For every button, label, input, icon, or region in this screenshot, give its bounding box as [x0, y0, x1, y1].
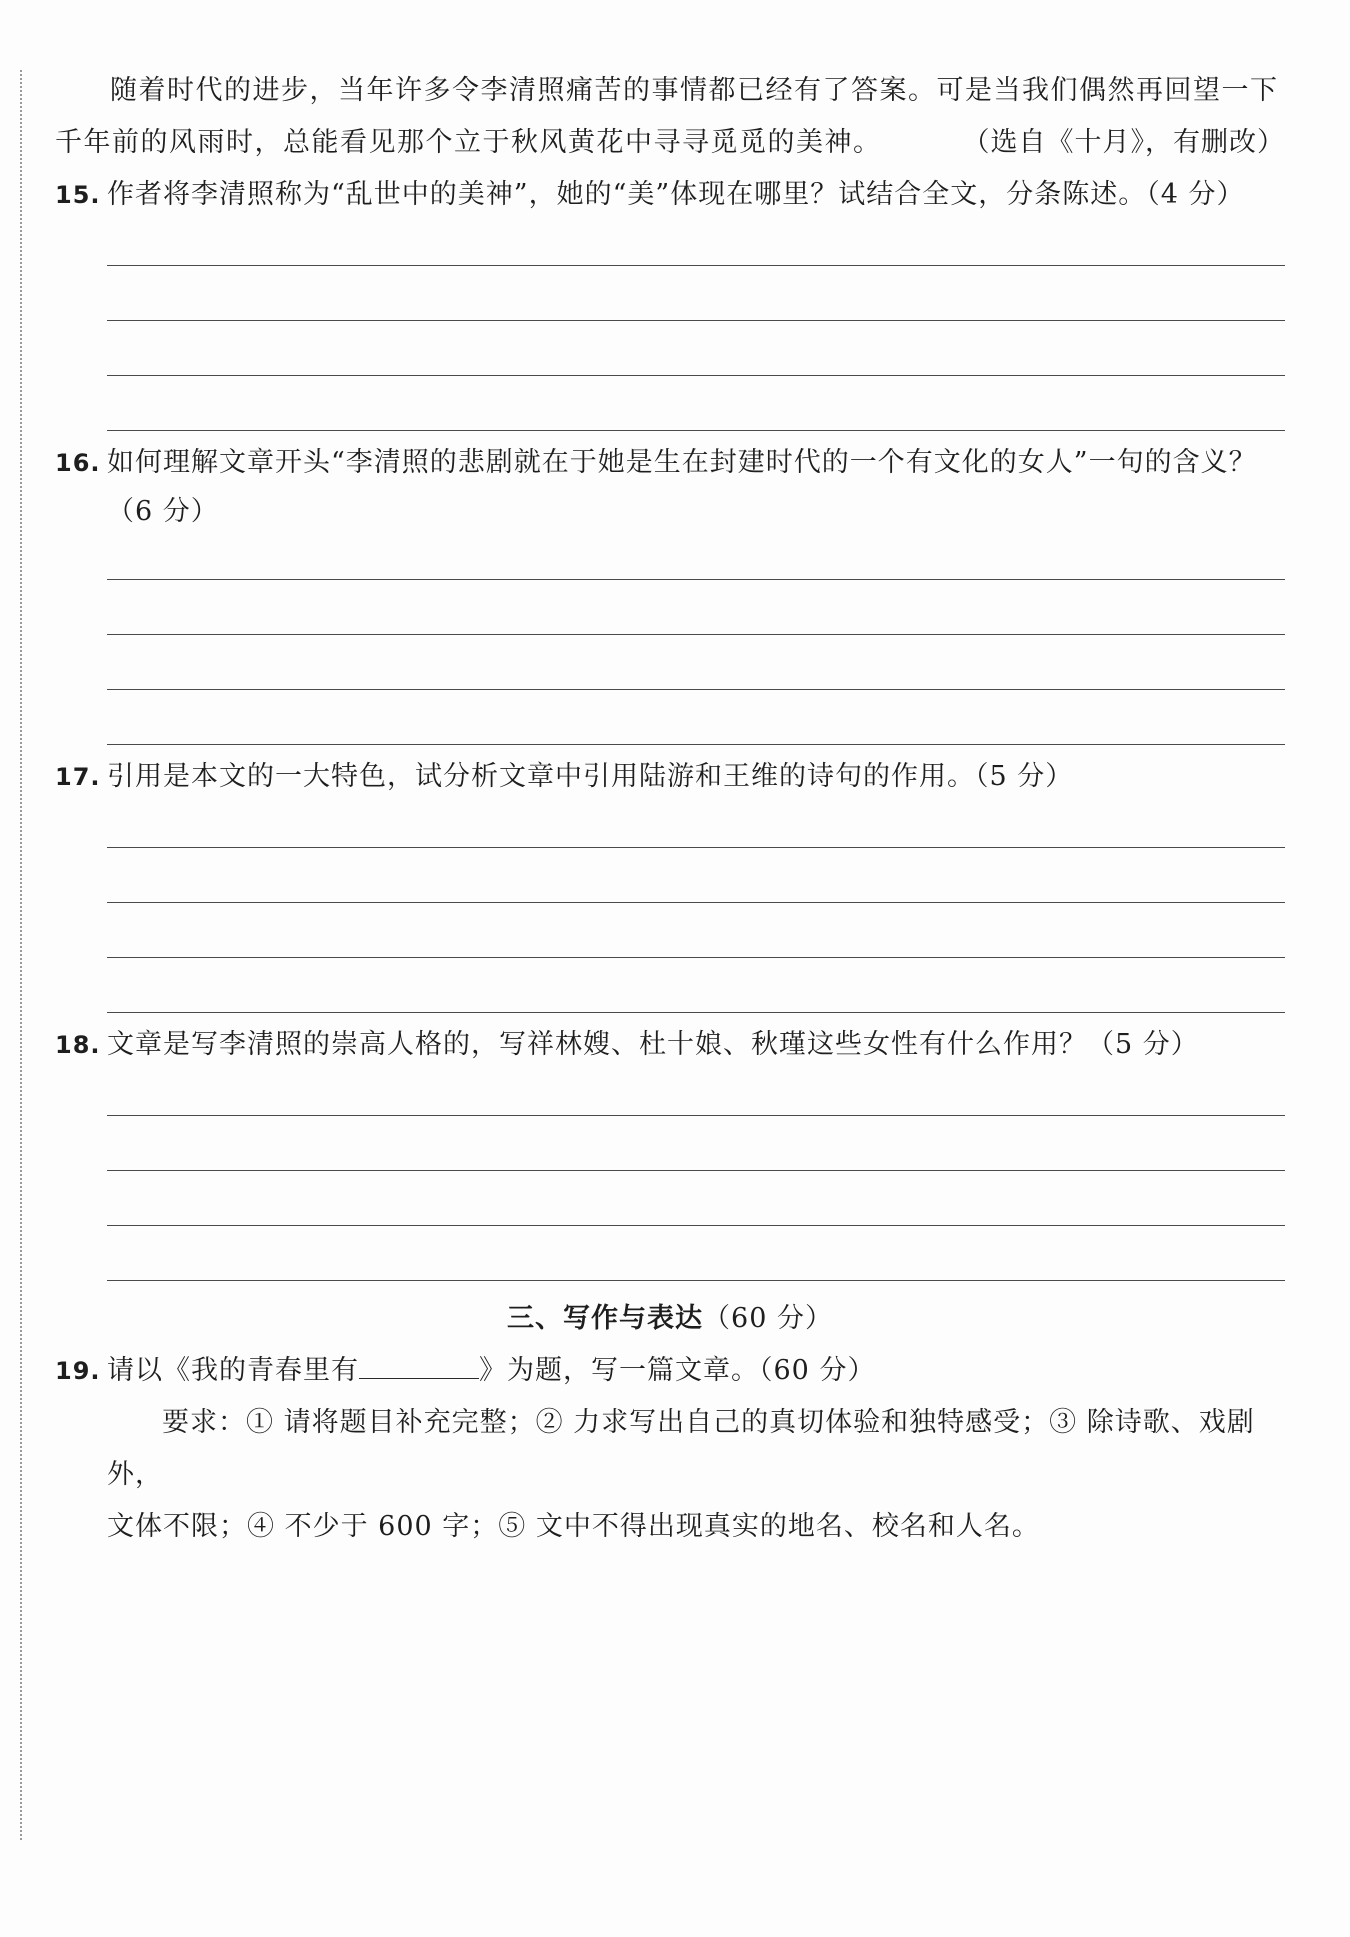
question-number: 16. [55, 449, 101, 477]
answer-line[interactable] [107, 635, 1285, 690]
q19-text-after: 》为题，写一篇文章。（60 分） [479, 1355, 876, 1386]
answer-lines-16[interactable] [107, 539, 1285, 745]
passage-line-1: 随着时代的进步，当年许多令李清照痛苦的事情都已经有了答案。可是当我们偶然再回望一下 [110, 75, 1279, 106]
section-score: （60 分） [703, 1303, 833, 1334]
question-16-stem [55, 437, 1285, 489]
answer-line[interactable] [107, 903, 1285, 958]
question-19 [55, 1345, 1285, 1553]
passage-line-2 [55, 117, 1285, 169]
answer-lines-15[interactable] [107, 225, 1285, 431]
question-text: 作者将李清照称为“乱世中的美神”，她的“美”体现在哪里？试结合全文，分条陈述。（4 分） [107, 179, 1245, 210]
question-text: 文章是写李清照的崇高人格的，写祥林嫂、杜十娘、秋瑾这些女性有什么作用？（5 分） [107, 1029, 1199, 1060]
exam-page [55, 65, 1285, 1553]
section-title-text: 三、写作与表达 [507, 1303, 704, 1334]
question-18-stem [55, 1019, 1285, 1071]
question-17 [55, 751, 1285, 1013]
question-number: 15. [55, 181, 101, 209]
q19-text-before: 请以《我的青春里有 [107, 1355, 359, 1386]
question-19-stem [55, 1345, 1285, 1397]
q19-requirements-line-2: 文体不限；④ 不少于 600 字；⑤ 文中不得出现真实的地名、校名和人名。 [107, 1511, 1040, 1542]
question-16-score: （6 分） [107, 496, 219, 527]
question-number: 19. [55, 1357, 101, 1385]
question-number: 17. [55, 763, 101, 791]
binding-dotted-line [20, 70, 22, 1840]
answer-line[interactable] [107, 958, 1285, 1013]
q19-requirements-line-1: 要求：① 请将题目补充完整；② 力求写出自己的真切体验和独特感受；③ 除诗歌、戏剧外， [107, 1407, 1255, 1490]
answer-line[interactable] [107, 807, 1285, 848]
question-15-stem [55, 169, 1285, 221]
question-number: 18. [55, 1031, 101, 1059]
answer-line[interactable] [107, 690, 1285, 745]
section-title [55, 1293, 1285, 1345]
question-15 [55, 169, 1285, 431]
answer-line[interactable] [107, 1116, 1285, 1171]
title-blank[interactable] [359, 1352, 479, 1379]
question-text [107, 1345, 1285, 1397]
passage-line-2-text: 千年前的风雨时，总能看见那个立于秋风黄花中寻寻觅觅的美神。 [55, 127, 882, 158]
question-17-stem [55, 751, 1285, 803]
answer-lines-18[interactable] [107, 1075, 1285, 1281]
answer-line[interactable] [107, 321, 1285, 376]
question-text: 引用是本文的一大特色，试分析文章中引用陆游和王维的诗句的作用。（5 分） [107, 761, 1074, 792]
answer-line[interactable] [107, 539, 1285, 580]
question-18 [55, 1019, 1285, 1281]
answer-line[interactable] [107, 266, 1285, 321]
answer-line[interactable] [107, 376, 1285, 431]
question-text: 如何理解文章开头“李清照的悲剧就在于她是生在封建时代的一个有文化的女人”一句的含义？ [107, 447, 1257, 478]
answer-line[interactable] [107, 1075, 1285, 1116]
answer-line[interactable] [107, 580, 1285, 635]
passage-source: （选自《十月》，有删改） [962, 127, 1285, 158]
answer-line[interactable] [107, 1171, 1285, 1226]
answer-line[interactable] [107, 848, 1285, 903]
answer-line[interactable] [107, 1226, 1285, 1281]
question-16 [55, 437, 1285, 745]
answer-lines-17[interactable] [107, 807, 1285, 1013]
answer-line[interactable] [107, 225, 1285, 266]
